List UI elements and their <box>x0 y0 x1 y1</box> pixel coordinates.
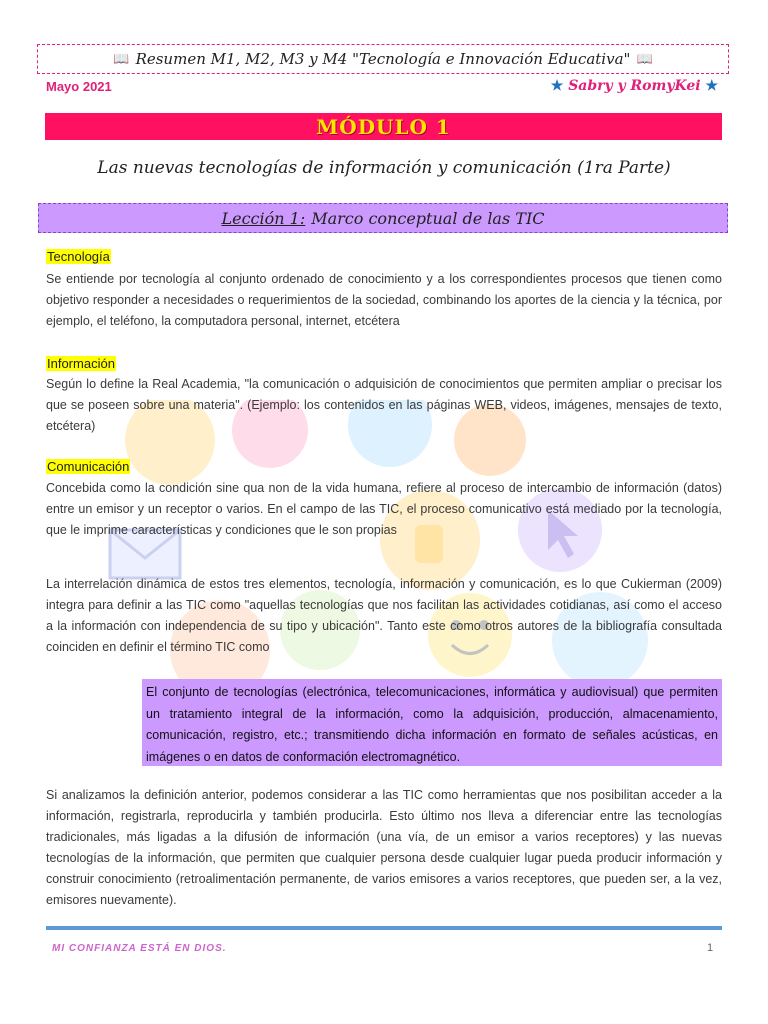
star-icon: ★ <box>705 78 718 94</box>
book-icon: 📖 <box>113 51 130 67</box>
book-icon: 📖 <box>636 51 653 67</box>
module-banner <box>45 113 722 140</box>
page-number: 1 <box>707 942 714 954</box>
term-tecnologia: Tecnología <box>47 249 110 264</box>
module-title: MÓDULO 1 <box>316 114 451 139</box>
star-icon: ★ <box>550 78 564 94</box>
footer-motto: MI CONFIANZA ESTÁ EN DIOS. <box>52 943 227 954</box>
document-header <box>37 44 729 74</box>
paragraph-comunicacion: Concebida como la condición sine qua non de la vida humana, refiere al proceso de intercambio de información (datos) entre un emisor y un receptor o varios. En el campo de las TIC, el proceso comunicativo está mediado por la tecnología, que le imprime características y condiciones que le son propias <box>46 481 722 537</box>
header-title: Resumen M1, M2, M3 y M4 "Tecnología e Innovación Educativa" <box>135 50 631 68</box>
definition-quote: El conjunto de tecnologías (electrónica, telecomunicaciones, informática y audiovisual) que permiten un tratamiento integral de la información, como la adquisición, producción, almacenamiento, comunicación, registro, etc.; transmitiendo dicha información en formato de señales acústicas, en imágenes o en datos de conformación electromagnético. <box>142 679 722 766</box>
paragraph-tecnologia: Se entiende por tecnología al conjunto ordenado de conocimiento y a los correspondientes procesos que tienen como objetivo responder a necesidades o requerimientos de la sociedad, combinando los aportes de la ciencia y la técnica, por ejemplo, el teléfono, la computadora personal, internet, etcétera <box>46 272 722 328</box>
lesson-label: Lección 1: <box>221 208 306 228</box>
footer-rule <box>46 926 722 930</box>
lesson-banner <box>38 203 728 233</box>
section-subtitle: Las nuevas tecnologías de información y comunicación (1ra Parte) <box>97 158 671 178</box>
lesson-title: Marco conceptual de las TIC <box>311 208 545 228</box>
paragraph-interrelacion: La interrelación dinámica de estos tres elementos, tecnología, información y comunicación, es lo que Cukierman (2009) integra para definir a las TIC como "aquellas tecnologías que nos facilitan las actividades cotidianas, así como el acceso a la información con independencia de su tipo y ubicación". Tanto este como otros autores de la bibliografía consultada coinciden en definir el término TIC como <box>46 577 722 654</box>
document-authors <box>551 78 718 94</box>
paragraph-informacion: Según lo define la Real Academia, "la comunicación o adquisición de conocimientos que permiten ampliar o precisar los que se poseen sobre una materia". (Ejemplo: los contenidos en las páginas WEB, videos, imágenes, mensajes de texto, etcétera) <box>46 377 722 433</box>
authors-name: Sabry y RomyKei <box>568 78 701 94</box>
term-comunicacion: Comunicación <box>47 459 130 474</box>
paragraph-analisis: Si analizamos la definición anterior, podemos considerar a las TIC como herramientas que nos posibilitan acceder a la información, registrarla, reproducirla y también producirla. Esto último nos lleva a diferenciar entre las tecnologías tradicionales, más ligadas a la difusión de información (una vía, de un emisor a varios receptores) y las nuevas tecnologías de la información, que permiten que cualquier persona desde cualquier lugar pueda producir información y construir conocimiento (retroalimentación permanente, de varios emisores a varios receptores, que pueden ser, a la vez, emisores nuevamente). <box>46 788 722 907</box>
document-date: Mayo 2021 <box>46 79 112 94</box>
term-informacion: Información <box>47 356 115 371</box>
tic-illustration-background <box>60 400 700 720</box>
